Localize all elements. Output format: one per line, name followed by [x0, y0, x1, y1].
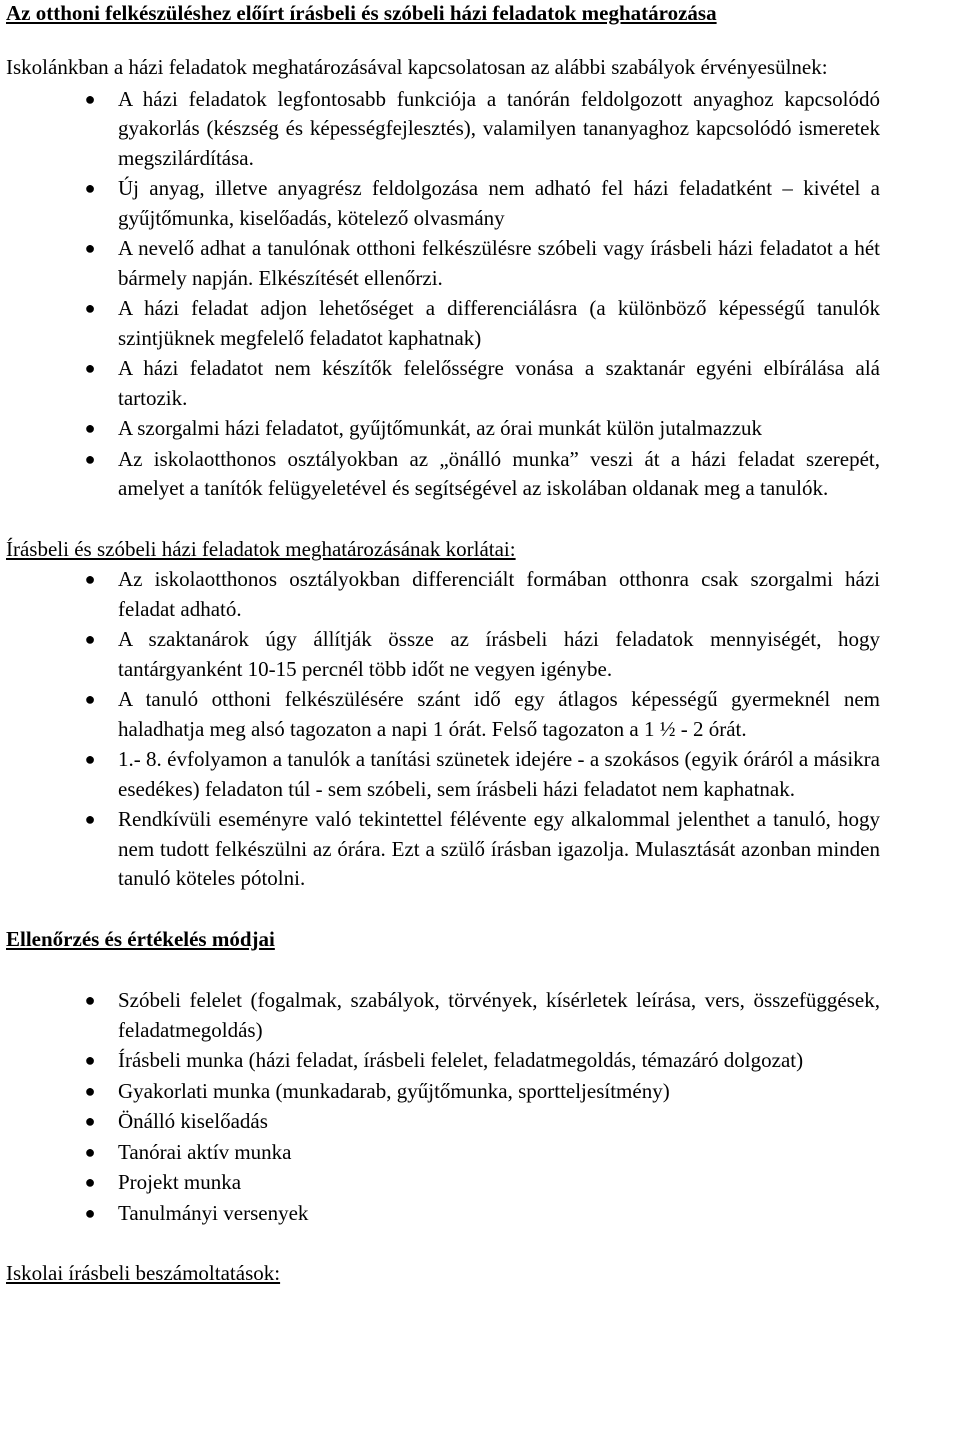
bullet-icon: ●	[84, 1141, 96, 1162]
bullet-icon: ●	[84, 178, 96, 198]
list-item: ● Új anyag, illetve anyagrész feldolgozása nem adható fel házi feladatként – kivétel a gyűjtőmunka, kiselőadás, kötelező olvasmány	[84, 176, 880, 230]
list-item: ● Önálló kiselőadás	[6, 1107, 880, 1137]
reports-heading: Iskolai írásbeli beszámoltatások:	[6, 1261, 281, 1285]
list-item: ● A házi feladatot nem készítők felelősségre vonása a szaktanár egyéni elbírálása alá tartozik.	[84, 356, 880, 410]
list-item: ● Rendkívüli eseményre való tekintettel félévente egy alkalommal jelenthet a tanuló, hogy nem tudott felkészülni az órára. Ezt a szülő írásban igazolja. Mulasztását azonban minden tanuló köteles pótolni.	[84, 807, 880, 890]
bullet-icon: ●	[84, 1172, 96, 1192]
bullet-icon: ●	[84, 1111, 96, 1131]
list-item: ● A nevelő adhat a tanulónak otthoni felkészülésre szóbeli vagy írásbeli házi feladatot a hét bármely napján. Elkészítését ellenőrzi.	[84, 236, 880, 290]
bullet-icon: ●	[84, 990, 96, 1010]
eval-list	[6, 986, 880, 1228]
document-page	[6, 0, 880, 1289]
list-item: ● Az iskolaotthonos osztályokban az „önálló munka” veszi át a házi feladat szerepét, amelyet a tanítók felügyeletével és segítségével az iskolában oldanak meg a tanulók.	[84, 446, 880, 500]
list-item: ● A tanuló otthoni felkészülésére szánt idő egy átlagos képességű gyermeknél nem haladhatja meg alsó tagozaton a napi 1 órát. Felső tagozaton a 1 ½ - 2 órát.	[84, 687, 880, 741]
bullet-icon: ●	[84, 298, 96, 318]
bullet-icon: ●	[84, 629, 96, 649]
bullet-icon: ●	[84, 1202, 96, 1223]
list-item: ● A házi feladatok legfontosabb funkciója a tanórán feldolgozott anyaghoz kapcsolódó gyakorlás (készség és képességfejlesztés), valamilyen tananyaghoz kapcsolódó ismeretek megszilárdítása.	[84, 86, 880, 170]
bullet-icon: ●	[84, 809, 96, 829]
list-item: ● Szóbeli felelet (fogalmak, szabályok, törvények, kísérletek leírása, vers, összefüggések, feladatmegoldás)	[84, 988, 880, 1042]
intro-paragraph: Iskolánkban a házi feladatok meghatározásával kapcsolatosan az alábbi szabályok érvényesülnek:	[6, 55, 828, 79]
limits-heading: Írásbeli és szóbeli házi feladatok meghatározásának korlátai:	[6, 536, 516, 561]
list-item: ● Tanórai aktív munka	[6, 1138, 880, 1168]
list-item: ● Tanulmányi versenyek	[6, 1199, 880, 1229]
bullet-icon: ●	[84, 418, 96, 438]
bullet-icon: ●	[84, 749, 96, 769]
list-item: ● Írásbeli munka (házi feladat, írásbeli felelet, feladatmegoldás, témazáró dolgozat)	[6, 1046, 880, 1076]
bullet-icon: ●	[84, 448, 96, 469]
list-item: ● 1.- 8. évfolyamon a tanulók a tanítási szünetek idejére - a szokásos (egyik óráról a másikra esedékes) feladaton túl - sem szóbeli, sem írásbeli házi feladatot nem kaphatnak.	[84, 747, 880, 801]
bullet-icon: ●	[84, 1080, 96, 1101]
bullet-icon: ●	[84, 238, 96, 258]
list-item: ● Gyakorlati munka (munkadarab, gyűjtőmunka, sportteljesítmény)	[6, 1077, 880, 1107]
list-item: ● A szaktanárok úgy állítják össze az írásbeli házi feladatok mennyiségét, hogy tantárgyanként 10-15 percnél több időt ne vegyen igénybe.	[84, 627, 880, 681]
bullet-icon: ●	[84, 689, 96, 709]
rules-list	[6, 85, 880, 504]
bullet-icon: ●	[84, 358, 96, 378]
bullet-icon: ●	[84, 1050, 96, 1070]
list-item: ● A szorgalmi házi feladatot, gyűjtőmunkát, az órai munkát külön jutalmazzuk	[6, 414, 880, 444]
list-item: ● A házi feladat adjon lehetőséget a differenciálásra (a különböző képességű tanulók szintjüknek megfelelő feladatot kaphatnak)	[84, 296, 880, 350]
bullet-icon: ●	[84, 88, 96, 109]
eval-heading: Ellenőrzés és értékelés módjai	[6, 926, 275, 951]
list-item: ● Projekt munka	[6, 1168, 880, 1198]
limits-list	[6, 565, 880, 894]
list-item: ● Az iskolaotthonos osztályokban differenciált formában otthonra csak szorgalmi házi feladat adható.	[84, 567, 880, 621]
bullet-icon: ●	[84, 569, 96, 589]
page-title: Az otthoni felkészüléshez előírt írásbeli és szóbeli házi feladatok meghatározása	[6, 1, 717, 25]
